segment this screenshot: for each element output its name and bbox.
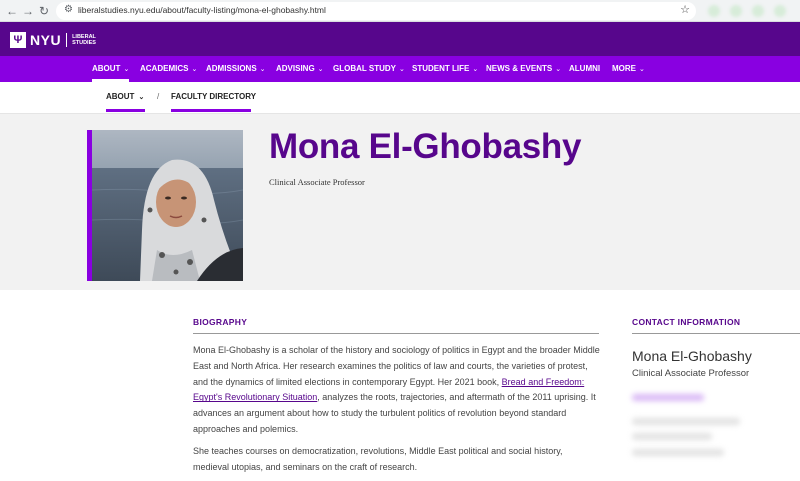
sub-navigation (0, 82, 800, 114)
nav-label: NEWS & EVENTS (486, 64, 553, 73)
chevron-down-icon: ⌄ (317, 66, 324, 73)
url-text: liberalstudies.nyu.edu/about/faculty-listing/mona-el-ghobashy.html (78, 5, 326, 15)
nav-item-global-study[interactable] (333, 56, 405, 82)
profile-title: Clinical Associate Professor (269, 177, 365, 187)
contact-title: Clinical Associate Professor (632, 368, 750, 379)
bio-text: Mona El-Ghobashy is a scholar of the history and sociology of politics in Egypt and the broader Middle East and North Africa. Her research examines the politics of law and courts, the varieties of protest, and the dynamics of limited elections in contemporary Egypt. Her 2021 book, (193, 345, 600, 387)
site-info-icon[interactable]: ⚙ (64, 4, 73, 15)
logo-divider (66, 33, 67, 47)
extension-icon[interactable] (752, 5, 764, 17)
nav-item-admissions[interactable] (206, 56, 266, 82)
arrow-left-icon[interactable]: ← (6, 4, 18, 18)
main-navigation (0, 56, 800, 82)
bio-text: , analyzes the roots, trajectories, and aftermath of the 2011 uprising. It advances an argument about how to study the turbulent politics of revolution beyond standard approaches and polemics. (193, 392, 596, 434)
address-bar[interactable] (56, 2, 696, 20)
chevron-down-icon: ⌄ (639, 66, 645, 73)
chevron-down-icon: ⌄ (555, 66, 562, 73)
nav-item-advising[interactable] (276, 56, 324, 82)
subnav-directory-label: FACULTY DIRECTORY (171, 92, 257, 101)
nav-label: ACADEMICS (140, 64, 189, 73)
reload-icon[interactable]: ↻ (38, 4, 50, 18)
redacted-email[interactable] (632, 394, 704, 401)
nav-label: ADVISING (276, 64, 315, 73)
chevron-down-icon: ⌄ (259, 66, 266, 73)
contact-heading: CONTACT INFORMATION (632, 317, 741, 327)
biography-heading: BIOGRAPHY (193, 317, 248, 327)
book-link[interactable]: Bread and Freedom: Egypt's Revolutionary Situation (193, 376, 585, 403)
nav-label: GLOBAL STUDY (333, 64, 396, 73)
redacted-contact-line (632, 418, 740, 425)
biography-paragraph (193, 343, 601, 438)
nyu-liberal-studies-logo[interactable] (10, 31, 96, 48)
subnav-faculty-directory[interactable] (171, 92, 257, 112)
subnav-about-label: ABOUT (106, 92, 135, 101)
nav-item-more[interactable] (612, 56, 645, 82)
site-header (0, 22, 800, 56)
biography-paragraph: She teaches courses on democratization, revolutions, Middle East political and social history, medieval utopias, and seminars on the craft of research. (193, 446, 563, 472)
chevron-down-icon: ⌄ (191, 66, 198, 73)
chevron-down-icon: ⌄ (123, 66, 130, 73)
extension-icon[interactable] (708, 5, 720, 17)
nav-label: ALUMNI (569, 64, 601, 73)
extension-icon[interactable] (730, 5, 742, 17)
star-icon[interactable]: ☆ (680, 4, 690, 16)
nav-label: STUDENT LIFE (412, 64, 470, 73)
nav-item-news-events[interactable] (486, 56, 561, 82)
logo-subtitle (72, 34, 96, 46)
subnav-about[interactable] (106, 92, 145, 112)
chevron-down-icon: ⌄ (138, 94, 145, 101)
torch-icon: Ψ (10, 32, 26, 48)
browser-toolbar (0, 0, 800, 22)
nav-label: ADMISSIONS (206, 64, 257, 73)
contact-divider (632, 333, 800, 334)
redacted-contact-line (632, 449, 724, 456)
logo-subtitle-line-1: LIBERAL (72, 33, 96, 40)
extension-icon[interactable] (774, 5, 786, 17)
biography-divider (193, 333, 599, 334)
nav-label: ABOUT (92, 64, 121, 73)
logo-text: NYU (30, 31, 62, 48)
breadcrumb-separator: / (157, 92, 160, 101)
nav-item-student-life[interactable] (412, 56, 478, 82)
logo-subtitle-line-2: STUDIES (72, 39, 96, 46)
profile-name: Mona El-Ghobashy (269, 127, 582, 166)
chevron-down-icon: ⌄ (398, 66, 405, 73)
nav-item-academics[interactable] (140, 56, 197, 82)
redacted-contact-line (632, 433, 712, 440)
nav-item-about[interactable] (92, 56, 129, 82)
profile-photo (92, 130, 243, 281)
arrow-right-icon[interactable]: → (22, 4, 34, 18)
nav-item-alumni[interactable] (569, 56, 600, 82)
contact-name: Mona El-Ghobashy (632, 348, 752, 364)
nav-label: MORE (612, 64, 636, 73)
chevron-down-icon: ⌄ (472, 66, 479, 73)
